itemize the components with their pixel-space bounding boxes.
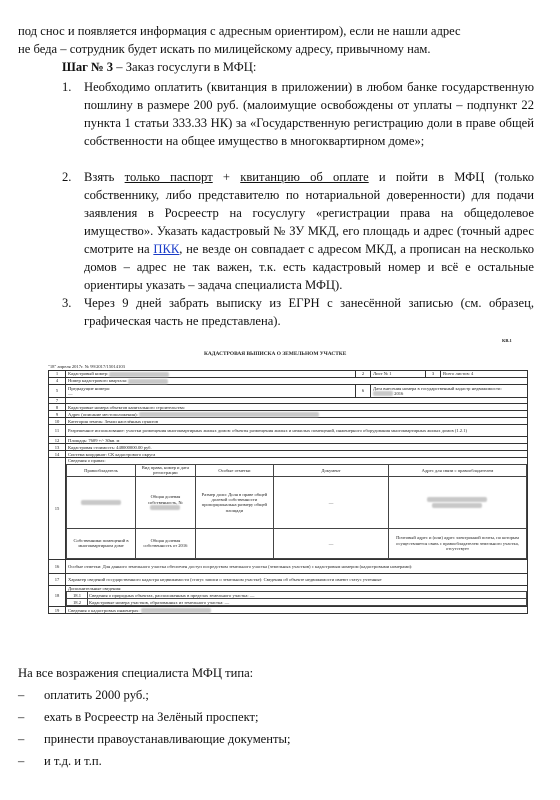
cadastral-number-cell bbox=[66, 371, 356, 378]
objection-item bbox=[18, 708, 259, 726]
sub-text: Сведения о природных объектах, расположенных в пределах земельного участка: bbox=[89, 592, 249, 598]
list-item-text: Необходимо оплатить (квитанция в приложении) в любом банке государственную пошлину в размере 200 руб. (малоимущие освобождены от уплаты – подпункт 22 пункта 1 статьи 333.33 НК) за «Государственную регистрацию доли в праве общей собственности на общее имущество в многоквартирном доме»; bbox=[84, 80, 534, 148]
redacted bbox=[373, 391, 393, 396]
row-label: Система координат: СК кадастрового округа bbox=[66, 451, 528, 458]
rights-value: Размер доли: Доля в праве общей долевой собственности пропорциональна размеру общей площади bbox=[195, 476, 273, 528]
redacted bbox=[139, 412, 319, 417]
objection-item bbox=[18, 752, 102, 770]
row-label: Дата внесения номера в государственный кадастр недвижимости: bbox=[373, 385, 502, 391]
row-number: 18 bbox=[49, 585, 66, 606]
passport-underlined: только паспорт bbox=[124, 170, 213, 184]
rights-col: Особые отметки bbox=[195, 464, 273, 476]
additional-cell bbox=[66, 585, 528, 606]
sub-label bbox=[88, 599, 527, 606]
row-number: 12 bbox=[49, 437, 66, 444]
row-number: 1 bbox=[49, 371, 66, 378]
rights-col: Документ bbox=[273, 464, 388, 476]
intro-line-2: не беда – сотрудник будет искать по милицейскому адресу, привычному нам. bbox=[18, 42, 431, 56]
list-item-text-d: , не везде он совпадает с адресом МКД, а прописан на несколько домов – адрес не так важен, т.к. есть кадастровый номер и всё е остальные ориентиры указать – задача специалиста МФЦ). bbox=[84, 242, 534, 292]
address-cell bbox=[66, 411, 528, 418]
sheet-cell: Лист № 1 bbox=[371, 371, 426, 378]
row-number: 10 bbox=[49, 418, 66, 425]
row-number: 15 bbox=[49, 458, 66, 559]
row-number: 9 bbox=[49, 411, 66, 418]
dash-mark: – bbox=[18, 710, 25, 724]
rights-value: Общая долевая собственность от 2016 bbox=[136, 528, 196, 558]
list-item-text-b: + bbox=[212, 170, 241, 184]
rights-cell bbox=[388, 476, 526, 528]
redacted bbox=[150, 505, 180, 510]
row-label: Разрешенное использование: участки размещения многоквартирных жилых домов: объекты размещения жилых и нежилых помещений, инженерного оборудования многоквартирных жилых домов (1.2.1) bbox=[66, 425, 528, 437]
objection-text: оплатить 2000 руб.; bbox=[44, 688, 149, 702]
redacted bbox=[427, 497, 487, 502]
objections-title: На все возражения специалиста МФЦ типа: bbox=[18, 666, 254, 680]
rights-value: — bbox=[273, 476, 388, 528]
row-label: Особые отметки: Для данного земельного участка обеспечен доступ посредством земельного участка (земельных участков) с кадастровым номером (кадастровыми номерами): bbox=[66, 559, 528, 573]
step-text: – Заказ госуслуги в МФЦ: bbox=[113, 60, 257, 74]
row-label: Сведения о кадастровых инженерах: bbox=[68, 607, 140, 613]
objection-item bbox=[18, 730, 291, 748]
rights-header: Сведения о правах: bbox=[68, 458, 106, 464]
objection-item bbox=[18, 686, 149, 704]
rights-value bbox=[195, 528, 273, 558]
row-number: 7 bbox=[49, 398, 66, 404]
rights-value: Общая долевая собственность, № bbox=[147, 494, 183, 505]
sheets-total-cell: Всего листов: 4 bbox=[441, 371, 528, 378]
list-item-3 bbox=[62, 294, 534, 330]
sub-dash: — bbox=[249, 592, 255, 598]
step-heading bbox=[62, 58, 256, 76]
extract-title: КАДАСТРОВАЯ ВЫПИСКА О ЗЕМЕЛЬНОМ УЧАСТКЕ bbox=[204, 351, 347, 357]
row-number: 19 bbox=[49, 607, 66, 614]
objection-text: принести правоустанавливающие документы; bbox=[44, 732, 291, 746]
row-label: Характер сведений государственного кадастра недвижимости (статус записи о земельном участке): Сведения об объекте недвижимости имеют статус учтенные bbox=[66, 573, 528, 585]
prev-numbers-cell: Предыдущие номера: — bbox=[66, 385, 356, 398]
rights-col: Вид права, номер и дата регистрации bbox=[136, 464, 196, 476]
rights-col: Правообладатель bbox=[67, 464, 136, 476]
objection-text: ехать в Росреестр на Зелёный проспект; bbox=[44, 710, 259, 724]
cadastral-extract-image bbox=[44, 338, 532, 630]
row-number: 8 bbox=[49, 404, 66, 411]
rights-cell bbox=[66, 458, 528, 559]
row-number: 11 bbox=[49, 425, 66, 437]
doc-number: № 99/2017/15014103 bbox=[84, 364, 125, 369]
date-text: "18" апреля 2017г. bbox=[48, 364, 84, 369]
row-number: 14 bbox=[49, 451, 66, 458]
row-number: 4 bbox=[49, 378, 66, 385]
row-label: Кадастровая стоимость: 448000000.00 руб. bbox=[66, 444, 528, 451]
redacted bbox=[109, 372, 169, 377]
form-code: КВ.1 bbox=[502, 338, 512, 343]
row-label: Категория земель: Земли населённых пунктов bbox=[66, 418, 528, 425]
pkk-link[interactable]: ПКК bbox=[153, 242, 180, 256]
sub-text: Кадастровые номера участков, образованных из земельного участка: bbox=[89, 599, 224, 605]
row-number: 5 bbox=[49, 385, 66, 398]
cell-3: 3 bbox=[426, 371, 441, 378]
date-entry-cell bbox=[371, 385, 528, 398]
rights-cell bbox=[136, 476, 196, 528]
row-label: Предыдущие номера: bbox=[68, 385, 111, 391]
extract-date bbox=[48, 364, 125, 370]
row-number: 6 bbox=[356, 385, 371, 398]
sub-label bbox=[88, 592, 527, 599]
list-item-number: 2. bbox=[62, 170, 72, 184]
date-year: 2016 bbox=[394, 390, 404, 396]
sub-dash: — bbox=[224, 599, 230, 605]
redacted bbox=[141, 608, 211, 613]
row-number: 16 bbox=[49, 559, 66, 573]
additional-table bbox=[66, 591, 527, 606]
rights-col: Адрес для связи с правообладателем bbox=[388, 464, 526, 476]
dash-mark: – bbox=[18, 688, 25, 702]
cell-2: 2 bbox=[356, 371, 371, 378]
intro-line-1: под снос и появляется информация с адресным ориентиром), если не нашли адрес bbox=[18, 24, 461, 38]
redacted bbox=[432, 503, 482, 508]
rights-cell bbox=[67, 476, 136, 528]
rights-value: Собственники помещений в многоквартирном доме bbox=[67, 528, 136, 558]
sub-number: 18.1 bbox=[67, 592, 88, 599]
rights-value: — bbox=[273, 528, 388, 558]
row-label: Кадастровые номера объектов капитального строительства: bbox=[66, 404, 528, 411]
rights-value: Почтовый адрес и (или) адрес электронной почты, по которым осуществляется связь с правообладателем земельного участка, отсутствует bbox=[388, 528, 526, 558]
redacted bbox=[81, 500, 121, 505]
row-label: Площадь: 7609 +/- 30кв. м bbox=[66, 437, 528, 444]
row-number: 13 bbox=[49, 444, 66, 451]
list-item-1 bbox=[62, 78, 534, 150]
list-item-text-c: и пойти в МФЦ (только собственнику, либо представителю по нотариальной доверенности) для подачи заявления в Росреестр на госуслугу «регистрации права на общедолевое имущество». Указать кадастровый № ЗУ МКД, его площадь и адрес (точный адрес смотрите на bbox=[84, 170, 534, 256]
row-label: Номер кадастрового квартала: bbox=[68, 378, 128, 384]
row-label: Кадастровый номер: bbox=[68, 371, 109, 377]
list-item-2 bbox=[62, 168, 534, 294]
row-label: Дополнительные сведения: bbox=[68, 585, 122, 591]
dash-mark: – bbox=[18, 732, 25, 746]
quarter-cell bbox=[66, 378, 528, 385]
rights-table bbox=[66, 464, 527, 559]
row-number: 17 bbox=[49, 573, 66, 585]
redacted bbox=[128, 379, 168, 384]
list-item-text-a: Взять bbox=[84, 170, 125, 184]
list-item-text: Через 9 дней забрать выписку из ЕГРН с занесённой записью (см. образец, графическая часть не представлена). bbox=[84, 296, 534, 328]
receipt-underlined: квитанцию об оплате bbox=[240, 170, 369, 184]
sub-number: 18.2 bbox=[67, 599, 88, 606]
list-item-number: 1. bbox=[62, 80, 72, 94]
objection-text: и т.д. и т.п. bbox=[44, 754, 102, 768]
step-label: Шаг № 3 bbox=[62, 60, 114, 74]
list-item-number: 3. bbox=[62, 296, 72, 310]
dash-mark: – bbox=[18, 754, 25, 768]
extract-table bbox=[48, 370, 528, 614]
row-label: Адрес (описание местоположения): bbox=[68, 411, 138, 417]
engineers-cell bbox=[66, 607, 528, 614]
